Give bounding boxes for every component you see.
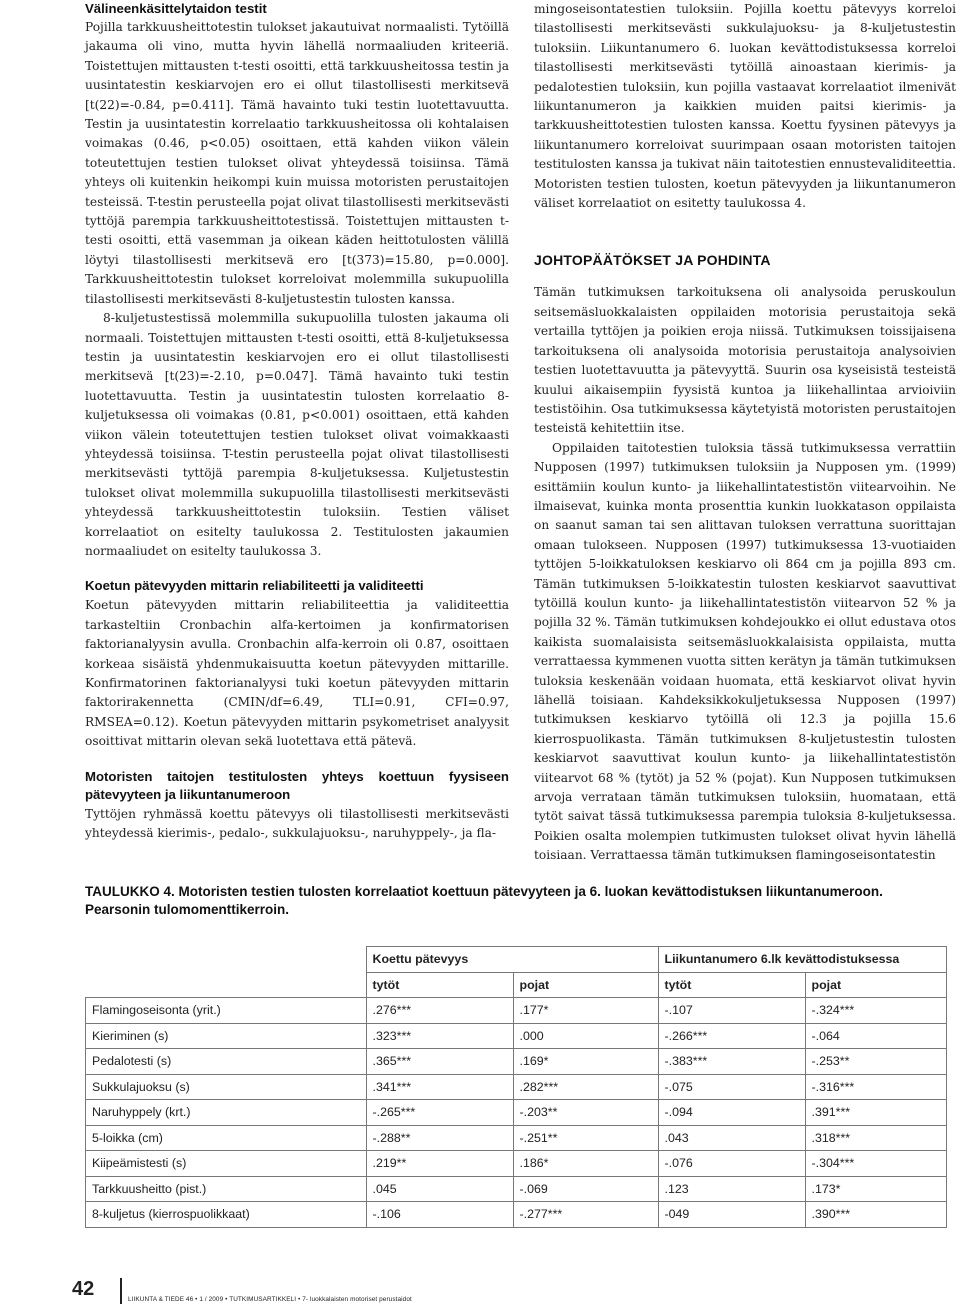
table-cell: -.069 xyxy=(513,1176,658,1202)
table-cell: -.094 xyxy=(658,1100,805,1126)
row-label: Tarkkuusheitto (pist.) xyxy=(86,1176,367,1202)
table-cell: -.075 xyxy=(658,1074,805,1100)
table-cell: -.383*** xyxy=(658,1049,805,1075)
table-row xyxy=(86,1125,947,1151)
table-cell: .323*** xyxy=(366,1023,513,1049)
row-label: Kiipeämistesti (s) xyxy=(86,1151,367,1177)
table-cell: -.266*** xyxy=(658,1023,805,1049)
table-cell: .391*** xyxy=(805,1100,946,1126)
sub-header: pojat xyxy=(805,972,946,998)
paragraph: Oppilaiden taitotestien tuloksia tässä tutkimuksessa verrattiin Nupposen (1997) tutkimuksen tuloksiin ja Nupposen ym. (1999) esittämiin koulun kunto- ja liikehallintatestistön viitearvoihin. Ne ilmaisevat, kuinka monta prosenttia kunkin luokkatason oppilaista on saanut saman tai sen alittavan tuloksen verrattuna suorittajan omaan tulokseen. Nupposen (1997) tutkimuksessa 13-vuotiaiden tyttöjen 5-loikkatuloksen keskiarvo oli 864 cm ja pojilla 893 cm. Tämän tutkimuksen 5-loikkatestin tulosten keskiarvot saavuttivat tytöillä koulun kunto- ja liikehallintatestistön viitearvon 52 % ja pojilla 32 %. Tämän tutkimuksen kohdejoukko ei ollut edustava otos kaikista suomalaisista seitsemäsluokkalaisista oppilaista, mutta verrattaessa kymmenen vuotta sitten kerätyn ja tämän tutkimuksen tuloksia keskenään voidaan huomata, että keskiarvot olivat hyvin lähellä toisiaan. Kahdeksikkokuljetuksessa Nupposen (1997) tutkimuksen keskiarvo tytöillä oli 12.3 ja pojilla 15.6 kierrospuolikasta. Tämän tutkimuksen 8-kuljetustestin tulosten keskiarvot saavuttivat koulun kunto- ja liikehallintatestistön viitearvot 68 % (tytöt) ja 52 % (pojat). Kun Nupposen tutkimuksen arvoja verrataan tämän tutkimuksen tuloksiin, huomataan, että tytöt saivat tässä tutkimuksessa parempia tuloksia 8-kuljetuksessa. Poikien osalta molempien tutkimusten tulokset olivat hyvin lähellä toisiaan. Verrattaessa tämän tutkimuksen flamingoseisontatestin xyxy=(534,440,956,863)
paragraph: Tämän tutkimuksen tarkoituksena oli analysoida peruskoulun seitsemäsluokkalaisten oppilaiden motorisia perustaitoja sekä vertailla tyttöjen ja poikien eroja niissä. Tutkimuksen toissijaisena tarkoituksena oli analysoida motorisia perustaitoja analysoivien testien luotettavuutta ja pätevyyttä. Suurin osa kyseisistä testeistä kuului aikaisempiin fyysistä kuntoa ja liikehallintaa arvioiviin testistöihin. Osa tutkimuksessa käytetyistä motoristen perustaitojen testeistä kehitettiin itse. xyxy=(534,285,956,436)
section-heading-valineenkasittely: Välineenkäsittelytaidon testit xyxy=(85,1,267,16)
table-cell: .390*** xyxy=(805,1202,946,1228)
paragraph: Koetun pätevyyden mittarin reliabiliteettia ja validiteettia tarkasteltiin Cronbachin alfa-kertoimen ja konfirmatorisen faktorianalyysin avulla. Cronbachin alfa-kerroin oli 0.87, osoittaen korkeaa sisäistä yhdenmukaisuutta koetun pätevyyden mittarille. Konfirmatorinen faktorianalyysi tuki koetun pätevyyden mittarin faktorirakennetta (CMIN/df=6.49, TLI=0.91, CFI=0.97, RMSEA=0.12). Koetun pätevyyden mittarin psykometriset analyysit osoittivat mittarin olevan sekä luotettava että pätevä. xyxy=(85,598,509,749)
table-row xyxy=(86,1151,947,1177)
table-cell: -.253** xyxy=(805,1049,946,1075)
table-cell: .186* xyxy=(513,1151,658,1177)
footer-divider xyxy=(120,1278,122,1304)
group-header-koettu: Koettu pätevyys xyxy=(366,947,658,973)
table-corner xyxy=(86,947,367,973)
table-cell: -.265*** xyxy=(366,1100,513,1126)
table-cell: .043 xyxy=(658,1125,805,1151)
table-cell: .341*** xyxy=(366,1074,513,1100)
row-label: Naruhyppely (krt.) xyxy=(86,1100,367,1126)
table-cell: .173* xyxy=(805,1176,946,1202)
table-cell: .169* xyxy=(513,1049,658,1075)
sub-header: tytöt xyxy=(366,972,513,998)
table-corner xyxy=(86,972,367,998)
table-group-header-row xyxy=(86,947,947,973)
footer-text: LIIKUNTA & TIEDE 46 • 1 / 2009 • TUTKIMUSARTIKKELI • 7- luokkalaisten motoriset perustaidot xyxy=(128,1296,412,1303)
right-column xyxy=(534,0,956,866)
table-row xyxy=(86,1023,947,1049)
table-cell: -.064 xyxy=(805,1023,946,1049)
row-label: Kieriminen (s) xyxy=(86,1023,367,1049)
table-cell: -.203** xyxy=(513,1100,658,1126)
left-column xyxy=(85,0,509,843)
table-cell: -.316*** xyxy=(805,1074,946,1100)
table-cell: -.251** xyxy=(513,1125,658,1151)
table-cell: -.324*** xyxy=(805,998,946,1024)
table-cell: -.076 xyxy=(658,1151,805,1177)
table-row xyxy=(86,1100,947,1126)
page-number: 42 xyxy=(72,1278,95,1300)
table-cell: .219** xyxy=(366,1151,513,1177)
row-label: 8-kuljetus (kierrospuolikkaat) xyxy=(86,1202,367,1228)
table-row xyxy=(86,1049,947,1075)
paragraph: mingoseisontatestien tuloksiin. Pojilla koettu pätevyys korreloi tilastollisesti merkitsevästi sukkulajuoksu- ja 8-kuljetustestin tuloksiin. Liikuntanumero 6. luokan kevättodistuksessa korreloi tilastollisesti merkitsevästi tytöillä ainoastaan kierimis- ja pedalotestien tuloksiin, kun pojilla vastaavat korrelaatiot ilmenivät liikuntanumeron ja kaikkien muiden paitsi kierimis- ja tarkkuusheittotestien tulosten kanssa. Koettu fyysinen pätevyys ja liikuntanumero korreloivat suurimpaan osaan motoristen taitojen testitulosten kanssa ja tukivat näin taitotestien ennustevaliditeettia. Motoristen testien tulosten, koetun pätevyyden ja liikuntanumeron väliset korrelaatiot on esitetty taulukossa 4. xyxy=(534,2,956,211)
table-cell: .045 xyxy=(366,1176,513,1202)
row-label: Sukkulajuoksu (s) xyxy=(86,1074,367,1100)
row-label: 5-loikka (cm) xyxy=(86,1125,367,1151)
paragraph: 8-kuljetustestissä molemmilla sukupuolilla tulosten jakauma oli normaali. Toistettujen mittausten t-testi osoitti, että 8-kuljetuksessa testin ja uusintatestin keskiarvojen ero ei ollut tilastollisesti merkitsevä [t(23)=-2.10, p=0.047]. Tämä havainto tuki testin luotettavuutta. Testin ja uusintatestin tulosten korrelaatio 8-kuljetuksessa oli voimakas (0.81, p<0.001) osoittaen, että kahden viikon välein toteutettujen testien tulokset olivat voimakkaasti yhteydessä toisiinsa. T-testin perusteella pojat olivat tilastollisesti merkitsevästi tyttöjä parempia 8-kuljetuksessa. Kuljetustestin tulokset olivat molemmilla sukupuolilla tilastollisesti merkitsevästi yhteydessä tarkkuusheittotestin tuloksiin. Testien väliset korrelaatiot on esitelty taulukossa 2. Testitulosten jakaumien normaaliudet on esitelty taulukossa 3. xyxy=(85,311,509,558)
table-body xyxy=(86,998,947,1228)
paragraph: Tyttöjen ryhmässä koettu pätevyys oli tilastollisesti merkitsevästi yhteydessä kierimis-, pedalo-, sukkulajuoksu-, naruhyppely-, ja fla- xyxy=(85,806,509,841)
table-sub-header-row xyxy=(86,972,947,998)
table-cell: .318*** xyxy=(805,1125,946,1151)
section-heading-reliabiliteetti: Koetun pätevyyden mittarin reliabiliteetti ja validiteetti xyxy=(85,578,424,594)
row-label: Pedalotesti (s) xyxy=(86,1049,367,1075)
table-cell: -.288** xyxy=(366,1125,513,1151)
table-cell: -.304*** xyxy=(805,1151,946,1177)
table-caption: TAULUKKO 4. Motoristen testien tulosten korrelaatiot koettuun pätevyyteen ja 6. luokan kevättodistuksen liikuntanumeroon. Pearsonin tulomomenttikerroin. xyxy=(85,884,883,917)
table-row xyxy=(86,1202,947,1228)
table-cell: .365*** xyxy=(366,1049,513,1075)
table-cell: .123 xyxy=(658,1176,805,1202)
table-cell: .276*** xyxy=(366,998,513,1024)
table-cell: .177* xyxy=(513,998,658,1024)
table-cell: -.107 xyxy=(658,998,805,1024)
table-cell: .282*** xyxy=(513,1074,658,1100)
row-label: Flamingoseisonta (yrit.) xyxy=(86,998,367,1024)
table-cell: -049 xyxy=(658,1202,805,1228)
group-header-liikuntanumero: Liikuntanumero 6.lk kevättodistuksessa xyxy=(658,947,946,973)
section-heading-yhteys: Motoristen taitojen testitulosten yhteys koettuun fyysiseen pätevyyteen ja liikuntanumeroon xyxy=(85,768,509,802)
correlation-table xyxy=(85,946,947,1228)
sub-header: tytöt xyxy=(658,972,805,998)
table-cell: -.106 xyxy=(366,1202,513,1228)
table-row xyxy=(86,1074,947,1100)
table-row xyxy=(86,1176,947,1202)
table-row xyxy=(86,998,947,1024)
sub-header: pojat xyxy=(513,972,658,998)
table-cell: -.277*** xyxy=(513,1202,658,1228)
section-heading-johtopaatokset: JOHTOPÄÄTÖKSET JA POHDINTA xyxy=(534,252,771,269)
paragraph: Pojilla tarkkuusheittotestin tulokset jakautuivat normaalisti. Tytöillä jakauma oli vino, mutta hyvin lähellä normaaliuden kriteeriä. Toistettujen mittausten t-testi osoitti, että tarkkuusheitossa testin ja uusintatestin keskiarvojen ero ei ollut tilastollisesti merkitsevä [t(22)=-0.84, p=0.411]. Tämä havainto tuki testin luotettavuutta. Testin ja uusintatestin korrelaatio tarkkuusheitossa oli kohtalaisen voimakas (0.46, p<0.05) osoittaen, että kahden viikon välein toteutettujen testien tulokset olivat yhteydessä toisiinsa. Tämä yhteys oli kuitenkin heikompi kuin muissa motoristen perustaitojen testeissä. T-testin perusteella pojat olivat tilastollisesti merkitsevästi tyttöjä parempia tarkkuusheittotestissä. Toistettujen mittausten t-testi osoitti, että vasemman ja oikean käden heittotulosten välillä löytyi tilastollisesti merkitsevä ero [t(373)=15.80, p=0.000]. Tarkkuusheittotestin tulokset korreloivat molemmilla sukupuolilla tilastollisesti merkitsevästi 8-kuljetustestin tulosten kanssa. xyxy=(85,20,509,306)
table-cell: .000 xyxy=(513,1023,658,1049)
